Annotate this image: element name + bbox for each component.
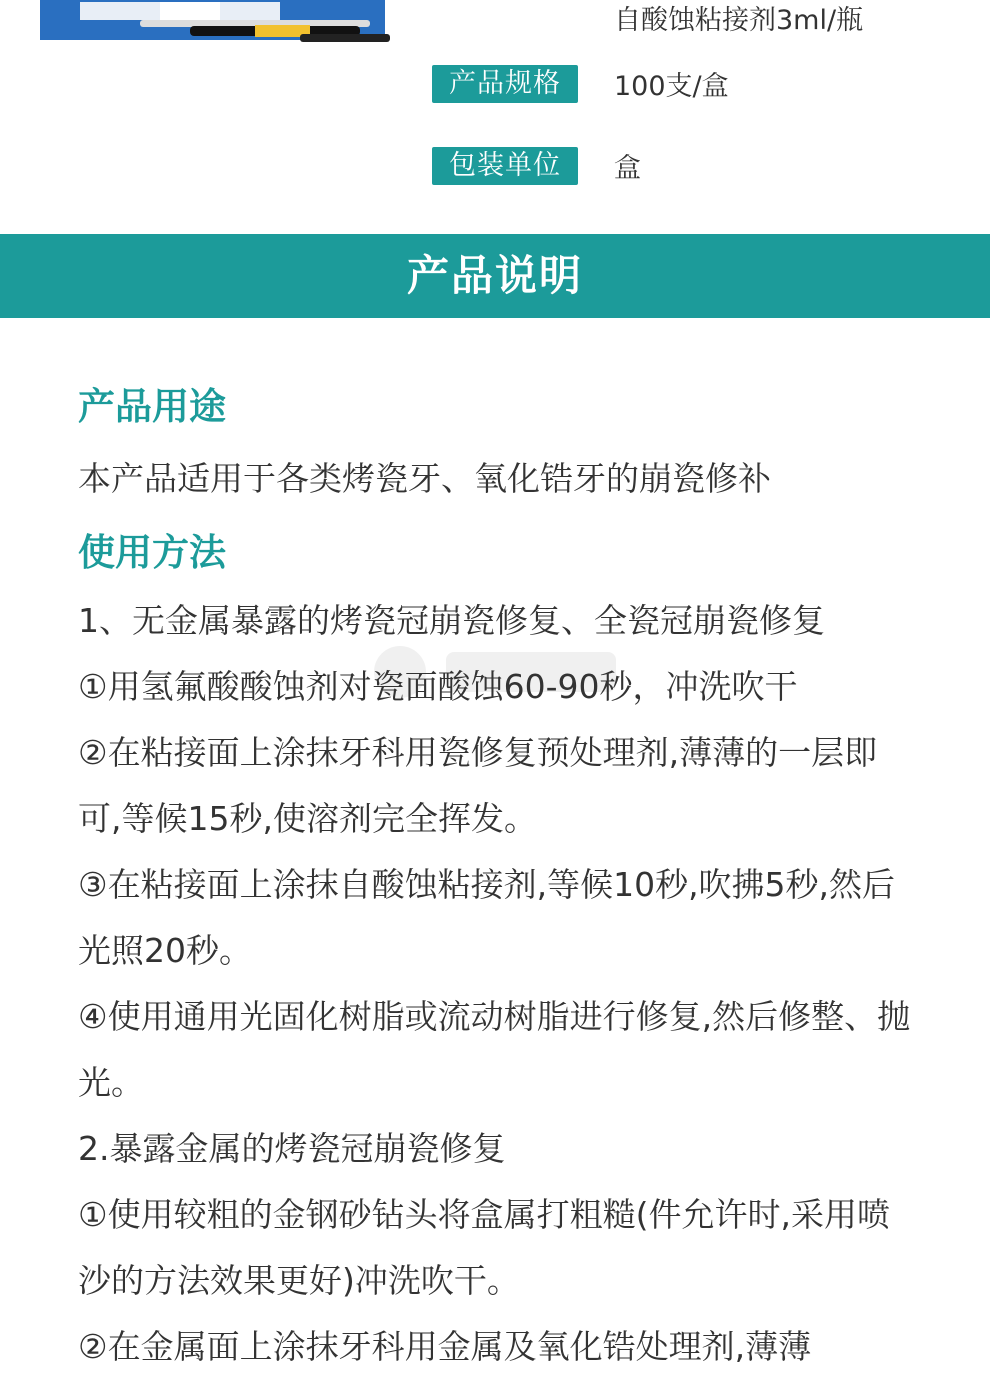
usage-text: 本产品适用于各类烤瓷牙、氧化锆牙的崩瓷修补 bbox=[78, 459, 771, 498]
method-step: 2.暴露金属的烤瓷冠崩瓷修复 bbox=[78, 1129, 506, 1168]
section-title-band: 产品说明 bbox=[0, 234, 990, 318]
spec-value: 盒 bbox=[614, 153, 641, 184]
method-step: ②在粘接面上涂抹牙科用瓷修复预处理剂,薄薄的一层即可,等候15秒,使溶剂完全挥发。 bbox=[78, 733, 878, 838]
spec-row-specification bbox=[432, 64, 729, 103]
product-spec-area bbox=[0, 0, 990, 234]
spec-value: 100支/盒 bbox=[614, 71, 729, 102]
method-step: ①使用较粗的金钢砂钻头将盒属打粗糙(件允许时,采用喷沙的方法效果更好)冲洗吹干。 bbox=[78, 1195, 890, 1300]
spec-label: 产品规格 bbox=[432, 65, 578, 103]
spec-value-previous: 自酸蚀粘接剂3ml/瓶 bbox=[614, 5, 864, 36]
method-step: 1、无金属暴露的烤瓷冠崩瓷修复、全瓷冠崩瓷修复 bbox=[78, 601, 825, 640]
method-step: ④使用通用光固化树脂或流动树脂进行修复,然后修整、抛光。 bbox=[78, 997, 911, 1102]
method-steps bbox=[78, 588, 918, 1380]
method-heading: 使用方法 bbox=[78, 531, 226, 574]
method-step: ③在粘接面上涂抹自酸蚀粘接剂,等候10秒,吹拂5秒,然后光照20秒。 bbox=[78, 865, 896, 970]
product-image bbox=[40, 0, 400, 80]
spec-row-package-unit bbox=[432, 146, 641, 185]
method-step: ②在金属面上涂抹牙科用金属及氧化锆处理剂,薄薄 bbox=[78, 1327, 812, 1366]
method-step: ①用氢氟酸酸蚀剂对瓷面酸蚀60-90秒，冲洗吹干 bbox=[78, 667, 798, 706]
spec-label: 包装单位 bbox=[432, 147, 578, 185]
usage-heading: 产品用途 bbox=[78, 385, 226, 428]
product-description bbox=[78, 380, 918, 1380]
